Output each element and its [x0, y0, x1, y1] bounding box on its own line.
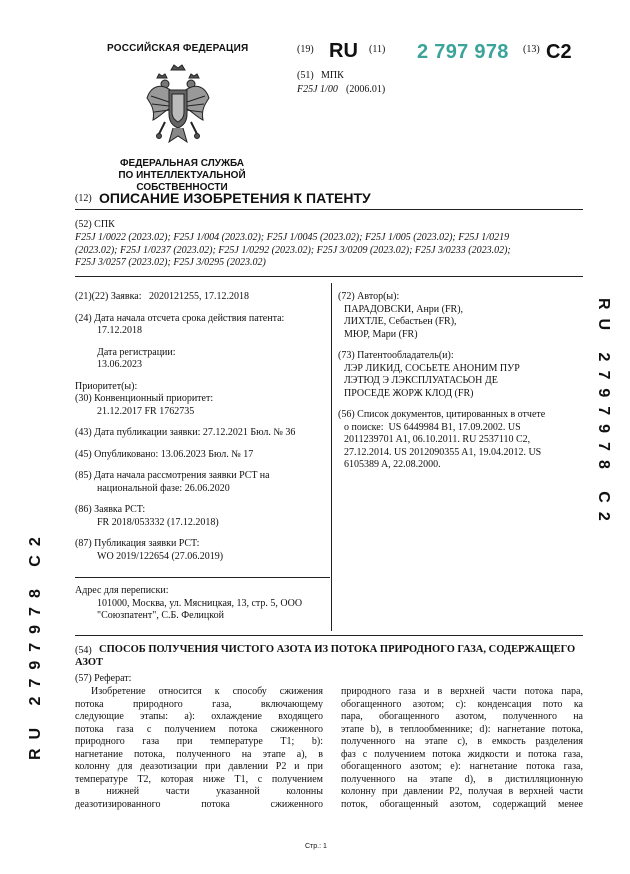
bibliographic-right [338, 291, 590, 472]
convention-priority-label: (30) Конвенционный приоритет: [75, 393, 214, 404]
author-1: ПАРАДОВСКИ, Анри (FR), [344, 303, 464, 315]
owner-line-3: ПРОСЕДЕ ЖОРЖ КЛОД (FR) [344, 387, 474, 399]
pct-application-label: (86) Заявка PCT: [75, 504, 146, 515]
abstract-line: природного газа при температуре T1; b): [75, 736, 323, 747]
cited-docs-line-4: 6105389 A, 22.08.2000. [344, 459, 441, 470]
spk-label: СПК [94, 219, 115, 230]
mpk-label: МПК [321, 70, 344, 81]
coat-of-arms-emblem [143, 62, 213, 152]
pct-start-value: 26.06.2020 [184, 482, 230, 494]
abstract-column-2 [341, 686, 583, 811]
spk-divider [75, 276, 583, 277]
invention-code: (54) [75, 645, 92, 656]
mpk-year: (2006.01) [346, 84, 386, 95]
abstract-line: потока природного газа, включающему [75, 698, 323, 710]
cited-docs-line-1: US 6449984 B1, 17.09.2002. US [388, 421, 521, 433]
abstract-line: поток, обогащенный азотом, содержащий менее [341, 798, 583, 810]
abstract-line: полученного на этапе d), в дистилляционную [341, 773, 583, 785]
document-title: ОПИСАНИЕ ИЗОБРЕТЕНИЯ К ПАТЕНТУ [99, 190, 371, 206]
abstract-line: нагнетание потока, полученного на этапе a), в [75, 748, 323, 760]
pct-start-label-2: национальной фазе: [97, 482, 183, 494]
title-divider [75, 209, 583, 210]
spk-line-3: F25J 3/0257 (2023.02); F25J 3/0295 (2023.02) [75, 257, 266, 268]
abstract-label: (57) Реферат: [75, 673, 132, 684]
pct-start-label: (85) Дата начала рассмотрения заявки PCT на [75, 470, 270, 481]
abstract-line: природного газа и в верхней части потока пара, [341, 686, 583, 697]
address-divider [75, 577, 330, 578]
abstract-line: пара, обогащенного азотом, полученного на [341, 711, 583, 722]
owner-line-2: ЛЭТЮД Э ЛЭКСПЛУАТАСЬОН ДЕ [344, 375, 498, 386]
agency-line-2: ПО ИНТЕЛЛЕКТУАЛЬНОЙ СОБСТВЕННОСТИ [118, 170, 246, 193]
agency-line-1: ФЕДЕРАЛЬНАЯ СЛУЖБА [119, 158, 245, 169]
code-19: (19) [297, 44, 314, 55]
abstract-line: колонну для деазотизации при давлении P2 и при [75, 761, 323, 772]
address-label: Адрес для переписки: [75, 585, 169, 596]
abstract-line: деазотизированного потока сжиженного [75, 798, 323, 810]
right-margin-id: RU 2797978 C2 [595, 298, 612, 530]
abstract-line: этапе b), в теплообменнике; d): нагнетание потока, [341, 723, 583, 735]
cited-docs-label-2: о поиске: [344, 421, 384, 433]
abstract-line: следующие этапы: a): охлаждение входящего [75, 711, 323, 722]
owner-label: (73) Патентообладатель(и): [338, 350, 454, 361]
page-number: Стр.: 1 [305, 843, 327, 850]
left-margin-id: RU 2797978 C2 [27, 528, 44, 760]
invention-title-line-2: АЗОТ [75, 657, 104, 668]
start-date-value: 17.12.2018 [97, 325, 142, 336]
application-value: 2020121255, 17.12.2018 [149, 291, 250, 302]
pct-publication-label: (87) Публикация заявки PCT: [75, 538, 200, 549]
cited-docs-line-2: 2011239701 A1, 06.10.2011. RU 2537110 C2, [344, 434, 531, 445]
country-code: RU [329, 40, 358, 62]
convention-priority-value: 21.12.2017 FR 1762735 [97, 405, 195, 417]
start-date-label: (24) Дата начала отсчета срока действия патента: [75, 312, 285, 324]
application-label: (21)(22) Заявка: [75, 291, 142, 302]
owner-line-1: ЛЭР ЛИКИД, СОСЬЕТЕ АНОНИМ ПУР [344, 362, 520, 374]
correspondence-address [75, 585, 330, 623]
publication-app-label: (43) Дата публикации заявки: [75, 427, 201, 438]
address-line-1: 101000, Москва, ул. Мясницкая, 13, стр. 5, ООО [97, 597, 303, 609]
authors-label: (72) Автор(ы): [338, 291, 400, 302]
address-line-2: "Союзпатент", С.Б. Фелицкой [97, 610, 224, 621]
registration-value: 13.06.2023 [97, 359, 142, 370]
kind-code: C2 [546, 41, 572, 63]
country-name: РОССИЙСКАЯ ФЕДЕРАЦИЯ [107, 43, 249, 54]
abstract-line: обогащенного азотом; c): конденсация пото ка [341, 698, 583, 710]
column-divider [331, 283, 332, 631]
publication-app-value: 27.12.2021 Бюл. № 36 [202, 427, 296, 438]
code-13: (13) [523, 44, 540, 55]
abstract-line: потока газа с получением потока сжиженного [75, 723, 323, 735]
abstract-line: температуре T2, которая ниже T1, с получением [75, 773, 323, 785]
abstract-line: в нижней части указанной колонны [75, 786, 323, 797]
spk-line-2: (2023.02); F25J 1/0237 (2023.02); F25J 1/0292 (2023.02); F25J 3/0209 (2023.02); F25J 3/0233 (2023.02); [75, 244, 511, 256]
agency-name [108, 158, 256, 194]
cited-docs-label: (56) Список документов, цитированных в отчете [338, 409, 546, 420]
title-code: (12) [75, 193, 92, 204]
code-11: (11) [369, 44, 386, 55]
invention-title-line-1: СПОСОБ ПОЛУЧЕНИЯ ЧИСТОГО АЗОТА ИЗ ПОТОКА ПРИРОДНОГО ГАЗА, СОДЕРЖАЩЕГО [99, 644, 576, 655]
priority-label: Приоритет(ы): [75, 380, 138, 392]
code-51: (51) [297, 70, 314, 81]
patent-number: 2 797 978 [417, 41, 509, 63]
pct-publication-value: WO 2019/122654 (27.06.2019) [97, 550, 224, 562]
spk-line-1: F25J 1/0022 (2023.02); F25J 1/004 (2023.02); F25J 1/0045 (2023.02); F25J 1/005 (2023.02); F25J 1/0219 [75, 232, 510, 243]
invention-divider [75, 635, 583, 636]
spk-code: (52) СПК [75, 219, 115, 230]
abstract-column-1 [75, 686, 323, 811]
abstract-line: обогащенного азотом; e): нагнетание потока газа, [341, 761, 583, 772]
abstract-line: полученного на этапе c), в емкость разделения [341, 736, 583, 747]
author-3: МЮР, Мари (FR) [344, 328, 418, 340]
pct-application-value: FR 2018/053332 (17.12.2018) [97, 516, 219, 528]
published-label: (45) Опубликовано: [75, 448, 159, 460]
registration-label: Дата регистрации: [97, 346, 176, 358]
spk-classes [75, 232, 590, 270]
mpk-class: F25J 1/00 [297, 84, 338, 95]
abstract-line: Изобретение относится к способу сжижения [91, 686, 323, 697]
bibliographic-left [75, 291, 325, 572]
published-value: 13.06.2023 Бюл. № 17 [160, 448, 254, 460]
author-2: ЛИХТЛЕ, Себастьен (FR), [344, 316, 457, 327]
cited-docs-line-3: 27.12.2014. US 2012090355 A1, 19.04.2012. US [344, 446, 542, 458]
abstract-line: колонну при давлении P2, получая в верхней части [341, 786, 583, 797]
abstract-line: фаз с получением потока жидкости и потока газа, [341, 748, 583, 760]
